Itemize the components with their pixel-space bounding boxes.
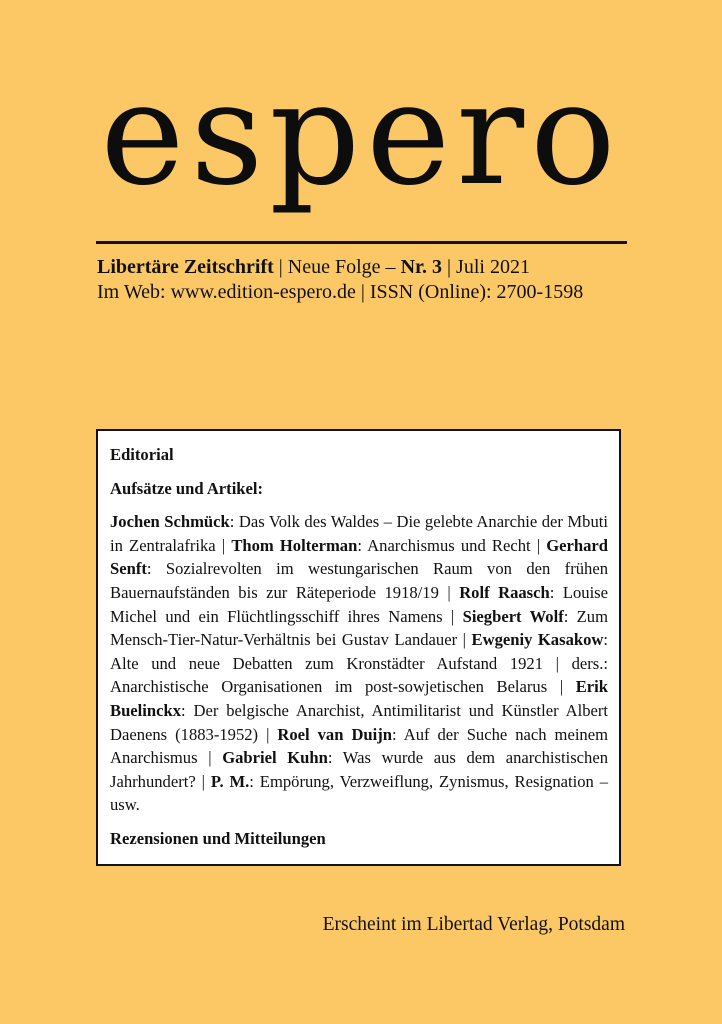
article-title: : Alte und neue Debatten zum Kronstädter Aufstand 1921 | ders.: Anarchistische Organisationen im post-sowjetischen Belarus — [110, 630, 608, 697]
title-divider — [96, 241, 627, 244]
article-separator: | — [442, 606, 463, 626]
article-author: Rolf Raasch — [459, 582, 550, 602]
issue-date: | Juli 2021 — [442, 256, 530, 278]
article-author: Gerhard Senft — [110, 535, 609, 579]
article-title: : Was wurde aus dem anarchistischen Jahrhundert? — [110, 748, 609, 791]
article-entry — [231, 536, 530, 555]
article-separator: | — [530, 535, 547, 555]
toc-reviews-heading: Rezensionen und Mitteilungen — [110, 828, 326, 848]
table-of-contents — [96, 429, 621, 866]
article-title: : Empörung, Verzweiflung, Zynismus, Resignation – usw. — [110, 771, 608, 815]
article-title: : Louise Michel und ein Flüchtlingsschiff ihres Namens — [110, 582, 608, 626]
article-author: Gabriel Kuhn — [222, 748, 328, 768]
web-issn-line: Im Web: www.edition-espero.de | ISSN (Online): 2700-1598 — [97, 281, 584, 303]
article-title: : Das Volk des Waldes – Die gelebte Anarchie der Mbuti in Zentralafrika — [110, 512, 608, 555]
article-title: : Auf der Suche nach meinem Anarchismus — [110, 724, 609, 768]
article-separator: | — [457, 630, 472, 650]
publisher-note: Erscheint im Libertad Verlag, Potsdam — [322, 914, 625, 935]
issue-series: | Neue Folge – — [273, 256, 401, 278]
article-author: Jochen Schmück — [110, 512, 230, 532]
journal-subtitle: Libertäre Zeitschrift — [97, 256, 274, 278]
issue-number: Nr. 3 — [400, 256, 443, 278]
article-title: : Anarchismus und Recht — [357, 535, 531, 555]
article-separator: | — [195, 771, 211, 791]
article-author: Thom Holterman — [231, 535, 358, 555]
article-separator: | — [215, 535, 232, 555]
article-author: Ewgeniy Kasakow — [471, 630, 604, 650]
article-separator: | — [197, 748, 223, 768]
issue-info-line-1 — [97, 255, 637, 280]
issue-info — [97, 255, 637, 305]
article-list — [110, 510, 608, 817]
article-title: : Der belgische Anarchist, Antimilitarist und Künstler Albert Daenens (1883-1952) — [110, 700, 608, 744]
article-separator: | — [438, 582, 460, 602]
article-author: Siegbert Wolf — [462, 606, 564, 626]
magazine-title: espero — [100, 52, 622, 217]
toc-articles-heading: Aufsätze und Artikel: — [110, 478, 264, 498]
article-title: : Zum Mensch-Tier-Natur-Verhältnis bei Gustav Landauer — [110, 606, 608, 650]
article-author: Erik Buelinckx — [110, 677, 609, 720]
toc-editorial: Editorial — [110, 445, 174, 464]
article-title: : Sozialrevolten im westungarischen Raum von den frühen Bauernaufständen bis zur Räteperiode 1918/19 — [110, 559, 608, 602]
article-author: P. M. — [210, 771, 250, 791]
article-author: Roel van Duijn — [277, 724, 393, 744]
article-separator: | — [258, 724, 278, 744]
article-separator: | — [547, 677, 576, 697]
